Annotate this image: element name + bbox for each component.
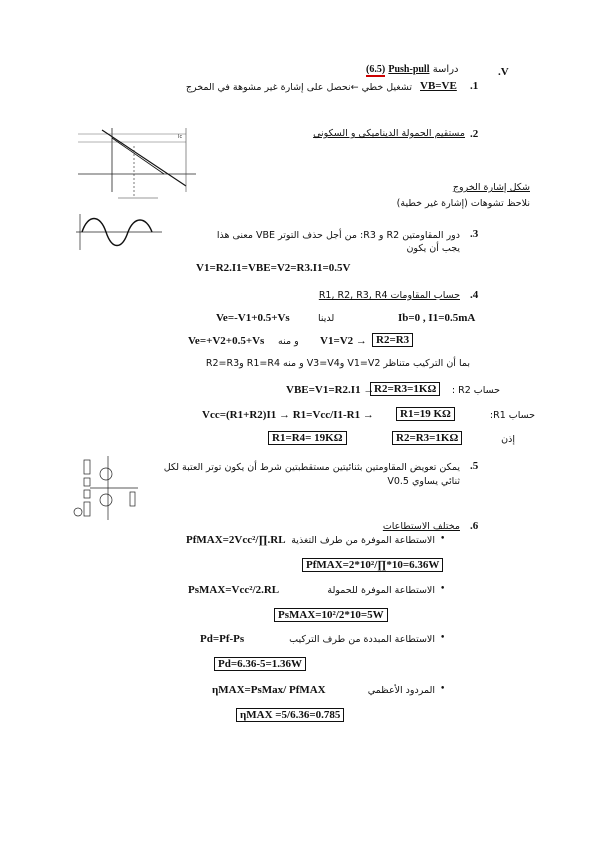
item5-line2: ثنائي يساوي V0.5 <box>387 476 460 487</box>
box-result-r1r4: R1=R4= 19KΩ <box>268 431 347 445</box>
item3-line1: دور المقاومتين R2 و R3: من أجل حذف التوتر VBE معنى هذا <box>216 230 460 241</box>
b1-equation: PfMAX=2Vcc²/∏.RL <box>186 534 286 546</box>
label-ladayna: لدينا <box>318 313 335 324</box>
symmetry-text: بما أن التركيب متناظر V1=V2 وV3=V4 و منه R1=R4 وR2=R3 <box>205 358 470 369</box>
transistor-npn <box>100 468 112 480</box>
bullet: • <box>440 633 446 643</box>
output-waveform-figure <box>74 212 164 252</box>
push-pull-circuit-figure <box>72 452 144 524</box>
section-title-en: Push-pull <box>388 64 430 75</box>
item2-number: .2 <box>470 128 479 140</box>
b3-equation: Pd=Pf-Ps <box>200 633 245 645</box>
section-title <box>366 64 459 75</box>
tick-label: Ic <box>178 134 183 140</box>
load-line-figure <box>78 124 198 202</box>
label-hisab-r1: حساب R1: <box>489 410 535 421</box>
b1-result: PfMAX=2*10²/∏*10=6.36W <box>302 558 443 572</box>
item5-line1: يمكن تعويض المقاومتين بثنائيتين مستقطبتين شرط أن يكون توتر العتبة لكل <box>163 462 460 473</box>
resistor-r1 <box>84 460 90 474</box>
b4-result: ηMAX =5/6.36=0.785 <box>236 708 344 722</box>
transistor-pnp <box>100 494 112 506</box>
item1-equation: VB=VE <box>420 80 457 92</box>
section-title-ar: دراسة <box>432 64 459 75</box>
item1-number: .1 <box>470 80 479 92</box>
label-wa-minh: و منه <box>278 336 299 347</box>
item4-number: .4 <box>470 289 479 301</box>
label-hisab-r2: حساب R2 : <box>451 385 500 396</box>
eq-v1v2: V1=V2 → <box>320 335 367 347</box>
b3-text: الاستطاعة المبددة من طرف التركيب <box>289 634 435 645</box>
item4-title: حساب المقاومات R1, R2, R3, R4 <box>318 290 460 301</box>
eq-ve2: Ve=+V2+0.5+Vs <box>188 335 265 347</box>
box-r2r3: R2=R3 <box>372 333 413 347</box>
resistor-r3 <box>84 490 90 498</box>
item2-text: مستقيم الحمولة الديناميكي و السكوني <box>313 128 465 139</box>
output-title: شكل إشارة الخروج <box>452 182 530 193</box>
b2-equation: PsMAX=Vcc²/2.RL <box>188 584 280 596</box>
section-ref: (6.5) <box>366 64 386 75</box>
dynamic-load-line <box>102 130 186 186</box>
item3-line2: يجب أن يكون <box>406 243 460 254</box>
box-result-r2r3: R2=R3=1KΩ <box>392 431 462 445</box>
bullet: • <box>440 684 446 694</box>
b3-result: Pd=6.36-5=1.36W <box>214 657 306 671</box>
item1-text: تشغيل خطي ←نحصل على إشارة غير مشوهة في المخرج <box>185 82 412 93</box>
box-r2r3-1k: R2=R3=1KΩ <box>370 382 440 396</box>
item5-number: .5 <box>470 460 479 472</box>
load-resistor <box>130 492 135 506</box>
b1-text: الاستطاعة الموفرة من طرف التغذية <box>291 535 435 546</box>
resistor-r2 <box>84 478 90 486</box>
eq-ve1: Ve=-V1+0.5+Vs <box>216 312 290 324</box>
eq-vbe: VBE=V1=R2.I1 → <box>286 384 375 396</box>
b4-text: المردود الأعظمي <box>367 685 435 696</box>
item3-equation: V1=R2.I1=VBE=V2=R3.I1=0.5V <box>196 262 351 274</box>
item3-number: .3 <box>470 228 479 240</box>
eq-ib: Ib=0 , I1=0.5mA <box>398 312 476 324</box>
label-idhan: إذن <box>501 434 515 445</box>
b4-equation: ηMAX=PsMax/ PfMAX <box>212 684 326 696</box>
input-source <box>74 508 82 516</box>
box-r1: R1=19 KΩ <box>396 407 455 421</box>
b2-result: PsMAX=10²/2*10=5W <box>274 608 388 622</box>
item6-number: .6 <box>470 520 479 532</box>
section-number: .V <box>498 66 509 78</box>
eq-vcc: Vcc=(R1+R2)I1 → R1=Vcc/I1-R1 → <box>202 409 374 421</box>
bullet: • <box>440 584 446 594</box>
resistor-r4 <box>84 502 90 516</box>
output-note: نلاحظ تشوهات (إشارة غير خطية) <box>396 198 530 209</box>
item6-title: مختلف الاستطاعات <box>382 521 460 532</box>
b2-text: الاستطاعة الموفرة للحمولة <box>327 585 435 596</box>
static-load-line <box>112 138 164 174</box>
bullet: • <box>440 534 446 544</box>
